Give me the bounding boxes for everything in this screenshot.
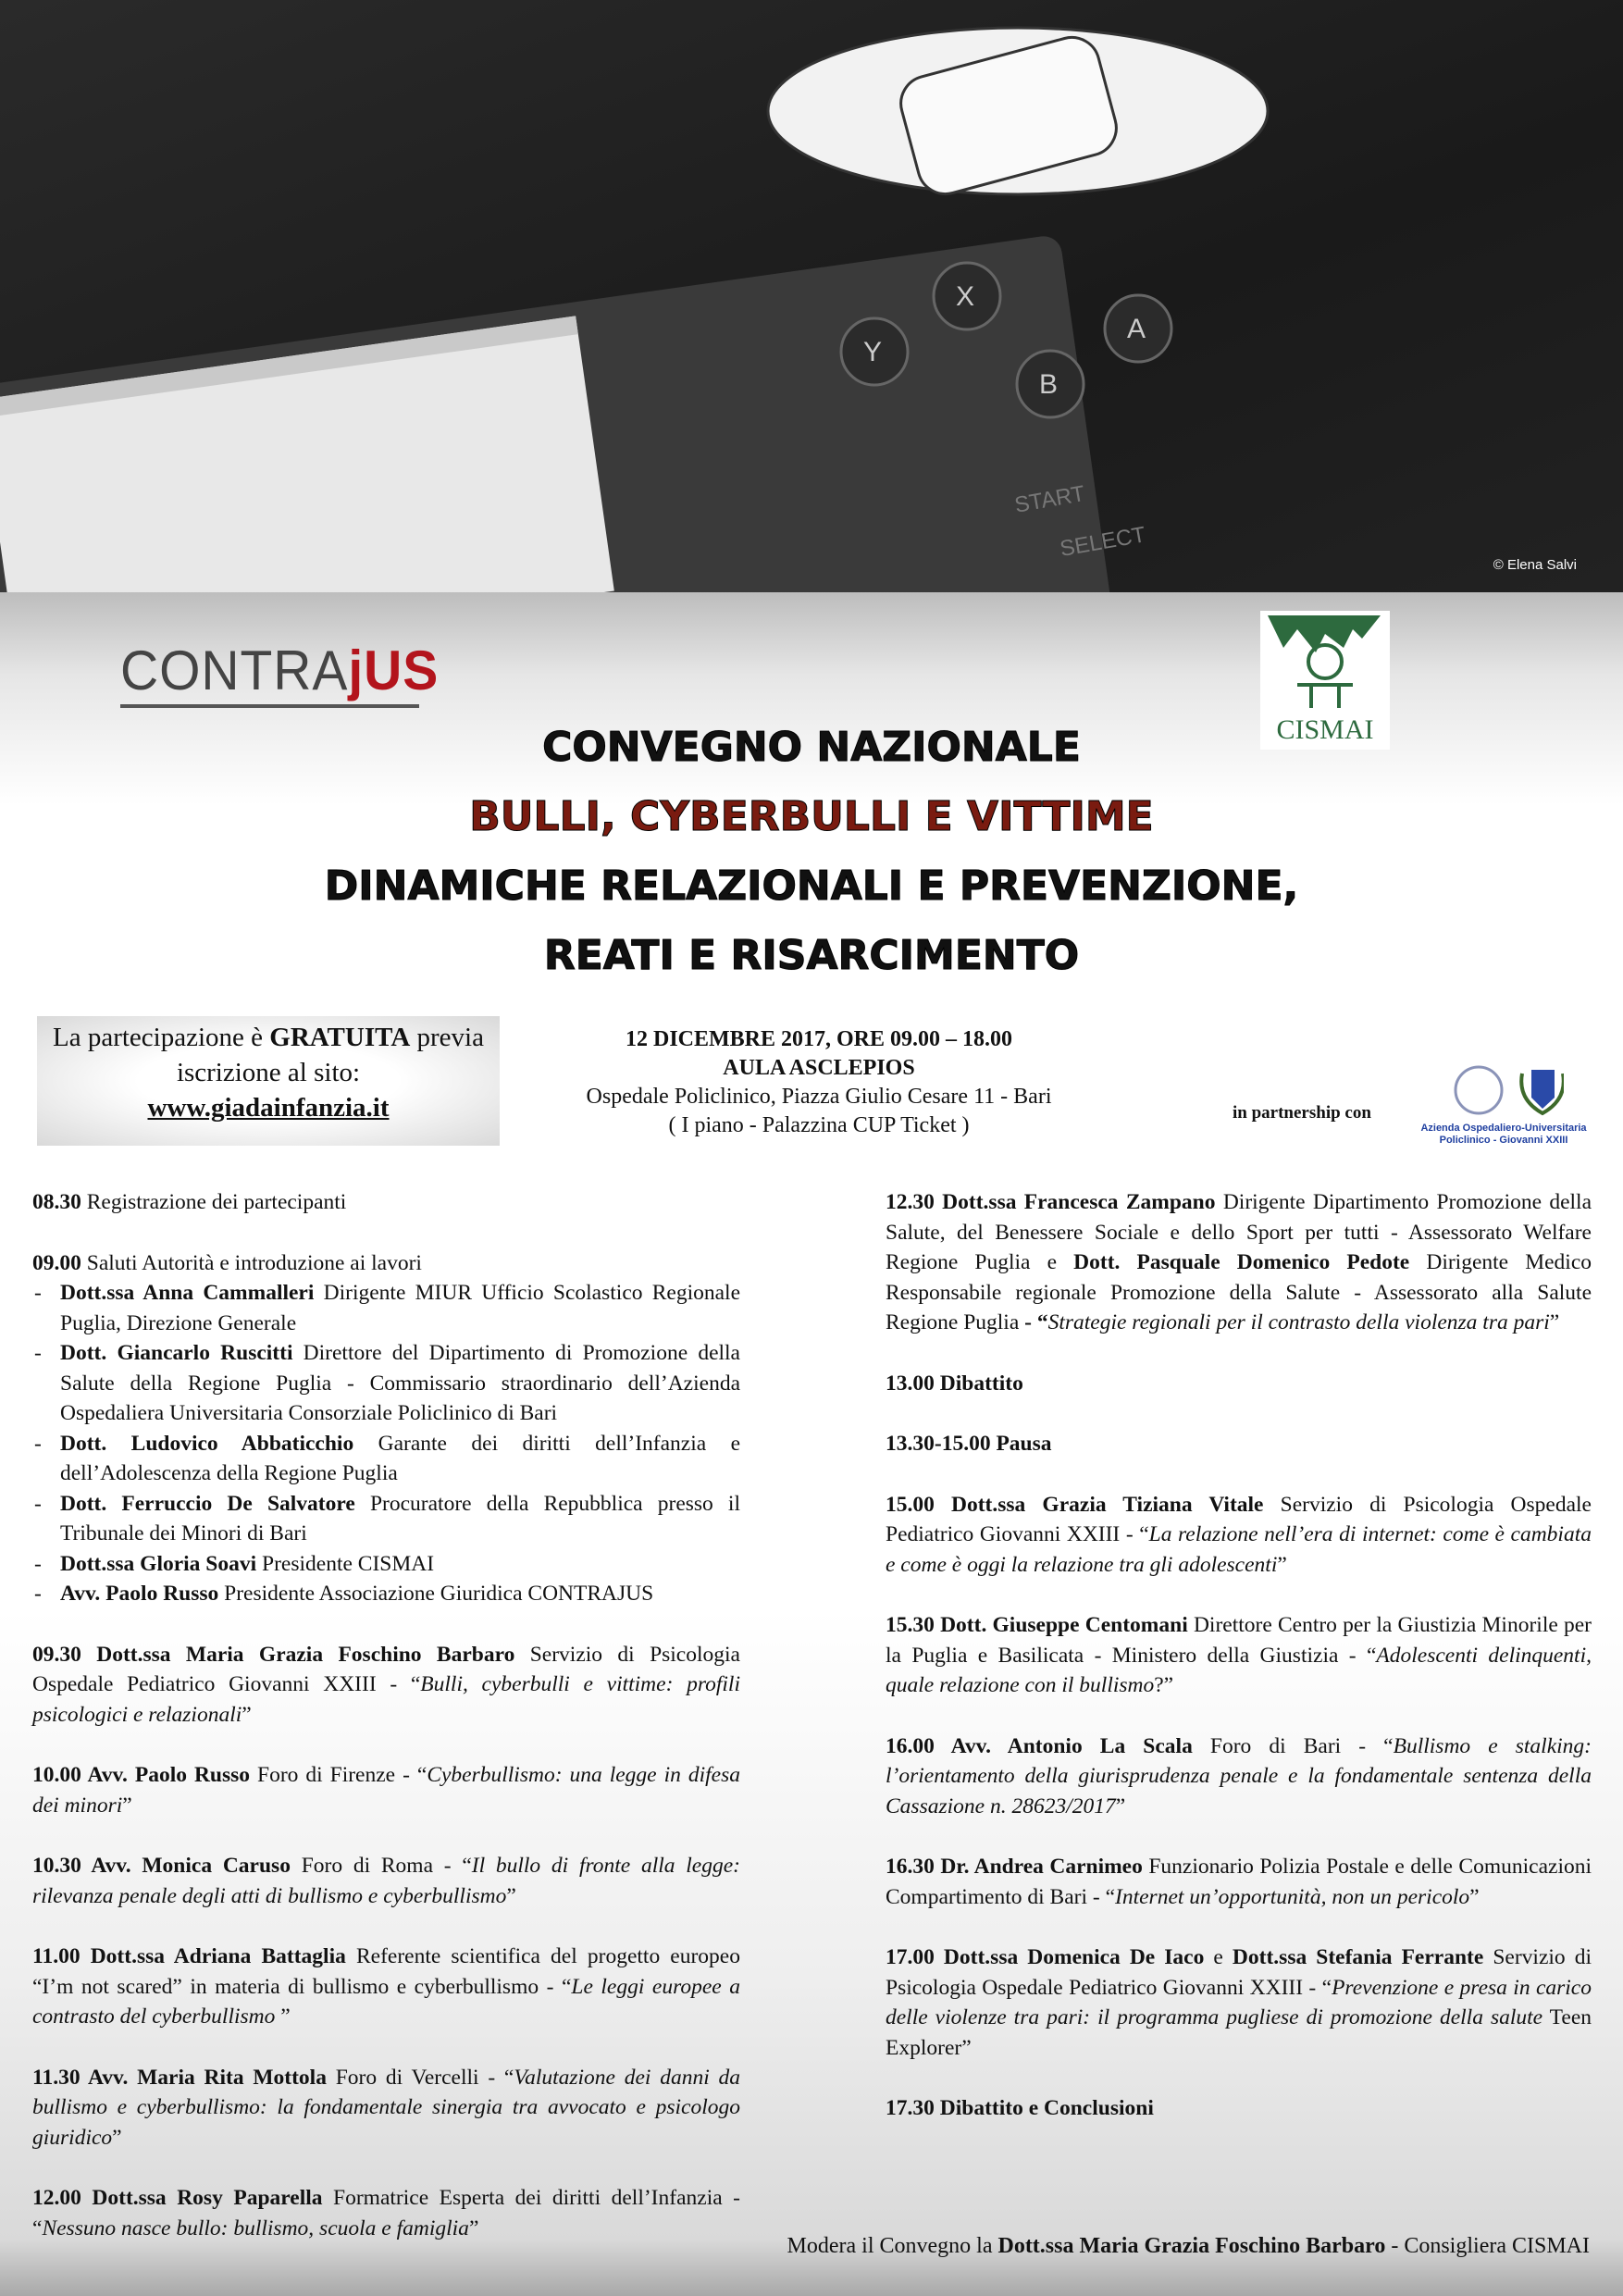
game-console-illustration [0,0,1623,592]
program-item [886,1429,1592,1459]
program-time: 11.30 [32,2065,81,2090]
event-hall: AULA ASCLEPIOS [723,1056,915,1080]
text-segment: Servizio di Psicologia Ospedale Pediatrico Giovanni XXIII - “ [886,1492,1592,1546]
text-segment: Saluti Autorità e introduzione ai lavori [81,1250,422,1275]
text-segment: Dott.ssa Grazia Tiziana Vitale [934,1492,1264,1517]
program-item [32,1942,740,2032]
logo-text-contra: CONTRA [120,639,349,701]
venue-info [555,1025,1083,1140]
title-line-3: DINAMICHE RELAZIONALI E PREVENZIONE, [324,863,1299,910]
label-b: B [1039,369,1059,400]
program-right-column [886,1187,1592,2154]
text-segment: Avv. Antonio La Scala [934,1733,1193,1758]
text-segment: Le leggi europee a contrasto del cyberbullismo [32,1974,740,2029]
text-segment: Dott.ssa Domenica De Iaco [934,1945,1205,1969]
partner-logo [1411,1062,1596,1147]
text-segment: Teen Explorer” [886,2005,1592,2060]
registration-box [37,1016,500,1146]
text-segment: Dirigente Medico Responsabile regionale Promozione della Salute - Assessorato alla Salute Regione Puglia [886,1250,1592,1334]
moderator-text: Modera il Convegno la [787,2234,998,2258]
text-segment: Bullismo e stalking: l’orientamento della giurisprudenza penale e la fondamentale sentenza della Cassazione n. 28623/2017 [886,1733,1592,1818]
text-segment: Dr. Andrea Carnimeo [934,1855,1143,1879]
program-time: 15.00 [886,1492,935,1517]
text-segment: Nessuno nasce bullo: bullismo, scuola e famiglia [42,2215,469,2240]
text-segment: Servizio di Psicologia Ospedale Pediatrico Giovanni XXIII - “ [32,1642,740,1696]
program-item [886,1610,1592,1701]
text-segment: Il bullo di fronte alla legge: rilevanza penale degli atti di bullismo e cyberbullismo [32,1854,740,1908]
program-time: 13.00 [886,1371,935,1396]
text-segment: Dott. Ludovico Abbaticchio [60,1431,354,1456]
text-segment: Dott.ssa Anna Cammalleri [60,1281,315,1305]
event-address: Ospedale Policlinico, Piazza Giulio Cesare 11 - Bari [586,1085,1052,1109]
program-item [886,1852,1592,1912]
program-item [32,1187,740,1218]
text-segment: Strategie regionali per il contrasto della violenza tra pari [1047,1310,1550,1334]
program-item [32,1640,740,1731]
text-segment: Foro di Firenze - “ [250,1763,427,1787]
program-time: 16.00 [886,1733,935,1758]
text-segment: ” [1549,1310,1560,1334]
contrajus-logo [120,639,439,708]
text-segment: Dibattito [934,1371,1023,1396]
logo-underline [120,704,419,708]
text-segment: Dott.ssa Rosy Paparella [81,2186,323,2210]
program-time: 15.30 [886,1613,935,1637]
program-item [32,1248,740,1609]
speaker-list-item [32,1489,740,1549]
bandaged-figure-illustration [768,28,1268,200]
text-segment: Internet un’opportunità, non un pericolo [1115,1884,1470,1909]
program-item [32,2063,740,2153]
program-time: 09.30 [32,1642,81,1667]
event-floor: ( I piano - Palazzina CUP Ticket ) [668,1113,970,1137]
program-time: 13.30-15.00 [886,1432,991,1456]
program-time: 17.00 [886,1945,935,1969]
label-start: START [1012,480,1087,518]
text-segment: Bulli, cyberbulli e vittime: profili psicologici e relazionali [32,1672,740,1727]
program-item [32,1760,740,1820]
text-segment: Formatrice Esperta dei diritti dell’Infanzia - “ [32,2186,740,2240]
title-line-1: CONVEGNO NAZIONALE [542,724,1081,771]
child-drawing-icon [1260,611,1390,713]
logo-text-jus: jUS [348,639,440,701]
label-x: X [956,281,975,312]
partner-name: Azienda Ospedaliero-Universitaria [1420,1123,1587,1134]
text-segment: Dott.ssa Stefania Ferrante [1232,1945,1484,1969]
text-segment: Pausa [990,1432,1052,1456]
title-line-4: REATI E RISARCIMENTO [543,932,1080,979]
program-time: 12.30 [886,1190,935,1214]
speaker-list-item [32,1278,740,1338]
moderator-name: Dott.ssa Maria Grazia Foschino Barbaro [997,2234,1386,2258]
text-segment: Prevenzione e presa in carico delle violenze tra pari: il programma pugliese di promozione della salute [886,1975,1592,2029]
program-left-column [32,1187,740,2274]
text-segment: Foro di Vercelli - “ [326,2065,514,2090]
text-segment: Servizio di Psicologia Ospedale Pediatrico Giovanni XXIII - “ [886,1945,1592,2000]
header-photo [0,0,1623,592]
text-segment: ” [122,1793,132,1818]
text-segment: Foro di Bari - “ [1192,1733,1394,1758]
text-segment: Dirigente Dipartimento Promozione della Salute, del Benessere Sociale e dello Sport per tutti - Assessorato Welfare Regione Puglia e [886,1190,1592,1274]
text-segment: ” [275,2004,291,2029]
program-time: 09.00 [32,1250,81,1275]
text-segment: - “ [1024,1310,1048,1334]
moderator-text: - Consigliera CISMAI [1385,2234,1590,2258]
text-segment: Dott. Giancarlo Ruscitti [60,1341,293,1365]
text-segment: Avv. Paolo Russo [60,1582,219,1606]
text-segment: Direttore Centro per la Giustizia Minorile per la Puglia e Basilicata - Ministero della Giustizia - “ [886,1613,1592,1668]
program-item [886,1731,1592,1822]
program-time: 11.00 [32,1944,81,1968]
label-a: A [1127,314,1146,344]
text-segment: ?” [1154,1673,1174,1697]
text-segment: ” [1469,1884,1480,1909]
program-time: 10.30 [32,1854,81,1878]
event-date: 12 DICEMBRE 2017, ORE 09.00 – 18.00 [625,1027,1013,1051]
text-segment: Dott.ssa Francesca Zampano [934,1190,1216,1214]
partner-emblems-icon [1443,1062,1564,1118]
text-segment: ” [1277,1552,1287,1577]
title-line-2: BULLI, CYBERBULLI E VITTIME [469,793,1154,840]
speaker-list-item [32,1549,740,1580]
program-time: 16.30 [886,1855,935,1879]
text-segment: Garante dei diritti dell’Infanzia e dell’Adolescenza della Regione Puglia [60,1431,741,1485]
text-segment: Dott. Giuseppe Centomani [934,1613,1188,1637]
text-segment: ” [1115,1793,1126,1818]
moderator-line [787,2234,1590,2259]
program-item [886,2093,1592,2124]
label-y: Y [863,337,883,367]
partnership-label: in partnership con [1233,1103,1371,1123]
text-segment: Presidente CISMAI [256,1551,435,1576]
speaker-list-item [32,1429,740,1489]
text-segment: Presidente Associazione Giuridica CONTRAJUS [218,1582,654,1606]
text-segment: Cyberbullismo: una legge in difesa dei minori [32,1763,740,1818]
text-segment: ” [468,2215,479,2240]
program-item [32,1851,740,1911]
registration-text: previa [410,1023,484,1052]
free-label: GRATUITA [269,1023,411,1052]
text-segment: Dott.ssa Adriana Battaglia [80,1944,346,1968]
program-item [32,2183,740,2243]
text-segment: Referente scientifica del progetto europeo “I’m not scared” in materia di bullismo e cyberbullismo - “ [32,1944,740,1999]
program-item [886,1369,1592,1399]
program-time: 12.00 [32,2186,81,2210]
text-segment: La relazione nell’era di internet: come è cambiata e come è oggi la relazione tra gli adolescenti [886,1522,1592,1577]
text-segment: Dirigente MIUR Ufficio Scolastico Regionale Puglia, Direzione Generale [60,1281,741,1335]
program-time: 08.30 [32,1190,81,1214]
cismai-logo-text: CISMAI [1276,714,1374,745]
photo-credit: © Elena Salvi [1493,557,1577,573]
text-segment: e [1204,1945,1233,1969]
registration-link[interactable]: www.giadainfanzia.it [147,1093,390,1123]
text-segment: Direttore del Dipartimento di Promozione della Salute della Regione Puglia - Commissario straordinario dell’Azienda Ospedaliera Universitaria Consorziale Policlinico di Bari [60,1341,740,1425]
registration-text: La partecipazione è [53,1023,270,1052]
program-time: 17.30 [886,2096,935,2120]
text-segment: Dott.ssa Maria Grazia Foschino Barbaro [81,1642,515,1667]
text-segment: Dibattito e Conclusioni [934,2096,1154,2120]
program-item [886,1942,1592,2063]
text-segment: Dott. Pasquale Domenico Pedote [1073,1250,1410,1274]
text-segment: ” [242,1702,252,1727]
label-select: SELECT [1058,522,1148,563]
registration-text: iscrizione al sito: [176,1058,361,1087]
text-segment: Avv. Monica Caruso [81,1854,291,1878]
text-segment: Registrazione dei partecipanti [81,1190,347,1214]
text-segment: Dott. Ferruccio De Salvatore [60,1491,355,1516]
program-item [886,1187,1592,1338]
text-segment: Foro di Roma - “ [290,1854,472,1878]
text-segment: ” [112,2125,122,2150]
text-segment: ” [506,1883,516,1908]
speaker-list-item [32,1338,740,1429]
text-segment: Funzionario Polizia Postale e delle Comunicazioni Compartimento di Bari - “ [886,1855,1592,1909]
speaker-list-item [32,1579,740,1609]
program-time: 10.00 [32,1763,81,1787]
text-segment: Adolescenti delinquenti, quale relazione con il bullismo [886,1643,1592,1697]
text-segment: Valutazione dei danni da bullismo e cyberbullismo: la fondamentale sinergia tra avvocato e psicologo giuridico [32,2065,740,2150]
text-segment: Procuratore della Repubblica presso il Tribunale dei Minori di Bari [60,1491,740,1545]
program-item [886,1490,1592,1581]
speaker-list [32,1278,740,1609]
text-segment: Dott.ssa Gloria Soavi [60,1551,257,1576]
text-segment: Avv. Paolo Russo [81,1763,251,1787]
text-segment: Avv. Maria Rita Mottola [80,2065,327,2090]
partner-name: Policlinico - Giovanni XXIII [1439,1135,1568,1146]
